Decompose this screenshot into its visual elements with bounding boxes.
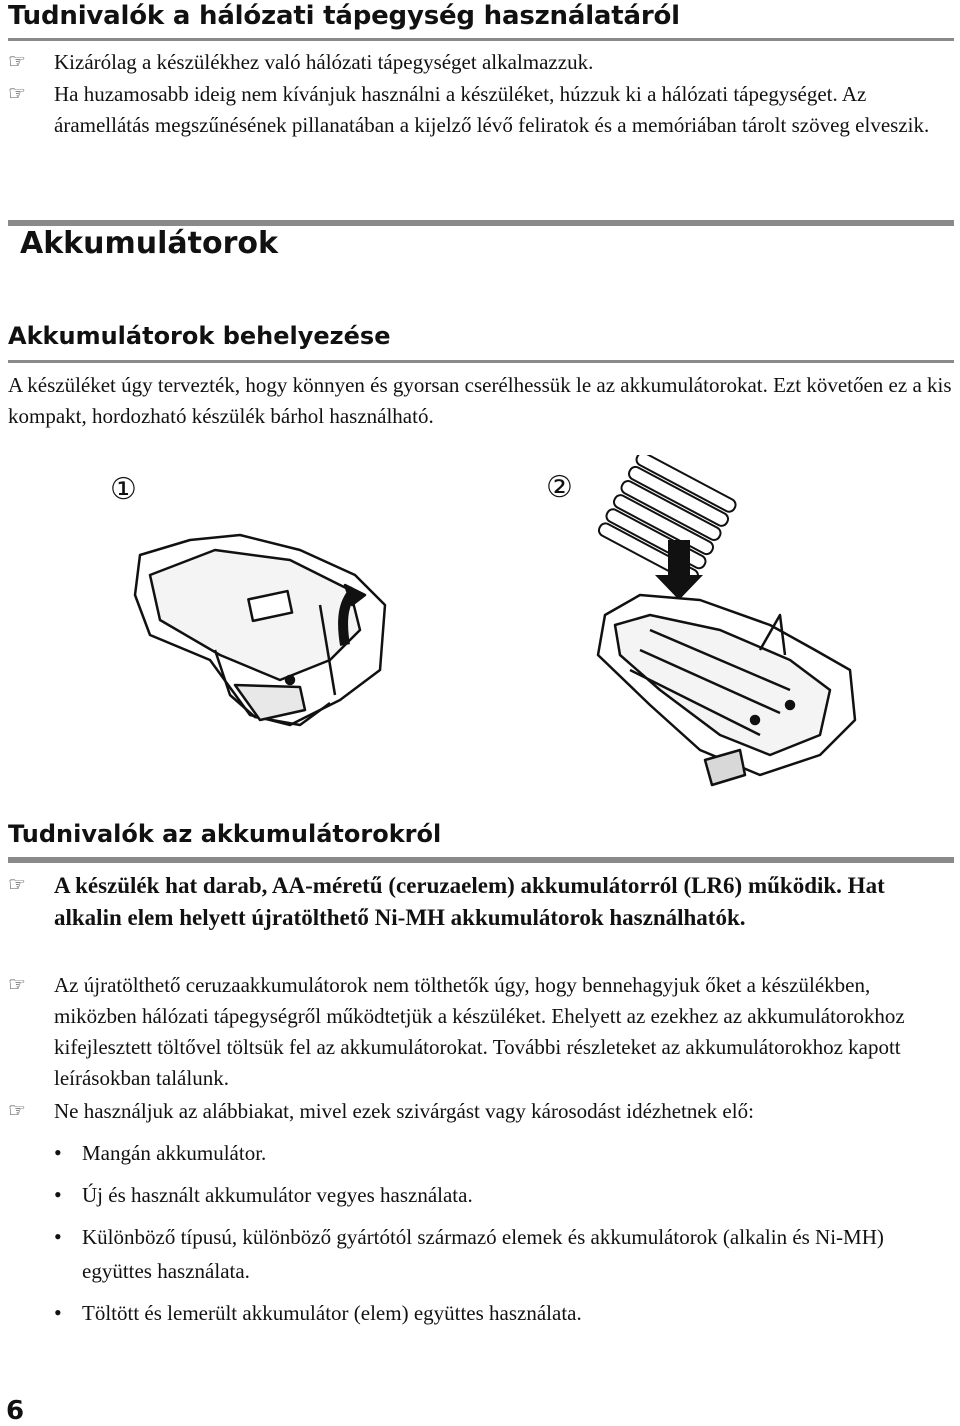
device-with-cover-illustration [135,535,385,725]
battery-installation-illustration [0,455,960,815]
bullet-dot: • [54,1140,62,1165]
note-rechargeable: Az újratölthető ceruzaakkumulátorok nem tölthetők úgy, hogy bennehagyjuk őket a készülékben, miközben hálózati tápegységről működtetjük a készüléket. Ehelyett az ezekhez az akkumulátorokhoz kifejlesztett töltővel töltsük fel az akkumulátorokat. További részleteket az akkumulátorokhoz kapott leírásokban találunk. [54,973,905,1090]
pointing-hand-icon: ☞ [8,1100,26,1122]
avoid-item: Új és használt akkumulátor vegyes használata. [82,1183,473,1207]
pointing-hand-icon: ☞ [8,974,26,996]
pointing-hand-icon: ☞ [8,874,26,896]
bullet-dot: • [54,1300,62,1325]
subsection-rule [8,360,954,363]
pointing-hand-icon: ☞ [8,83,26,105]
note-avoid: Ne használjuk az alábbiakat, mivel ezek szivárgást vagy károsodást idézhetnek elő: [54,1099,754,1123]
bullet-dot: • [54,1224,62,1249]
power-section-title: Tudnivalók a hálózati tápegység használatáról [8,1,680,31]
notes-rule [8,857,954,863]
notes-title: Tudnivalók az akkumulátorokról [8,820,442,848]
bullet-dot: • [54,1182,62,1207]
batteries-title: Akkumulátorok [20,226,278,261]
open-device-illustration [598,595,855,785]
avoid-item: Mangán akkumulátor. [82,1141,267,1165]
step-2-marker: ② [546,470,573,505]
pointing-hand-icon: ☞ [8,51,26,73]
title-rule [8,38,954,41]
avoid-item: Különböző típusú, különböző gyártótól származó elemek és akkumulátorok (alkalin és Ni-MH) együttes használata. [82,1225,884,1283]
note-aa-batteries: A készülék hat darab, AA-méretű (ceruzaelem) akkumulátorról (LR6) működik. Hat alkalin elem helyett újratölthető Ni-MH akkumulátorok használhatók. [54,873,885,930]
aa-batteries-illustration [597,455,738,584]
insert-title: Akkumulátorok behelyezése [8,322,391,350]
power-note-1: Kizárólag a készülékhez való hálózati tápegységet alkalmazzuk. [54,50,594,74]
page-number: 6 [6,1396,25,1426]
step-1-marker: ① [110,472,137,507]
power-note-2: Ha huzamosabb ideig nem kívánjuk használni a készüléket, húzzuk ki a hálózati tápegységet. Az áramellátás megszűnésének pillanatában a kijelző lévő feliratok és a memóriában tárolt szöveg elveszik. [54,82,930,137]
insert-paragraph: A készüléket úgy tervezték, hogy könnyen és gyorsan cserélhessük le az akkumulátorokat. Ezt követően ez a kis kompakt, hordozható készülék bárhol használható. [8,373,952,428]
avoid-item: Töltött és lemerült akkumulátor (elem) együttes használata. [82,1301,582,1325]
